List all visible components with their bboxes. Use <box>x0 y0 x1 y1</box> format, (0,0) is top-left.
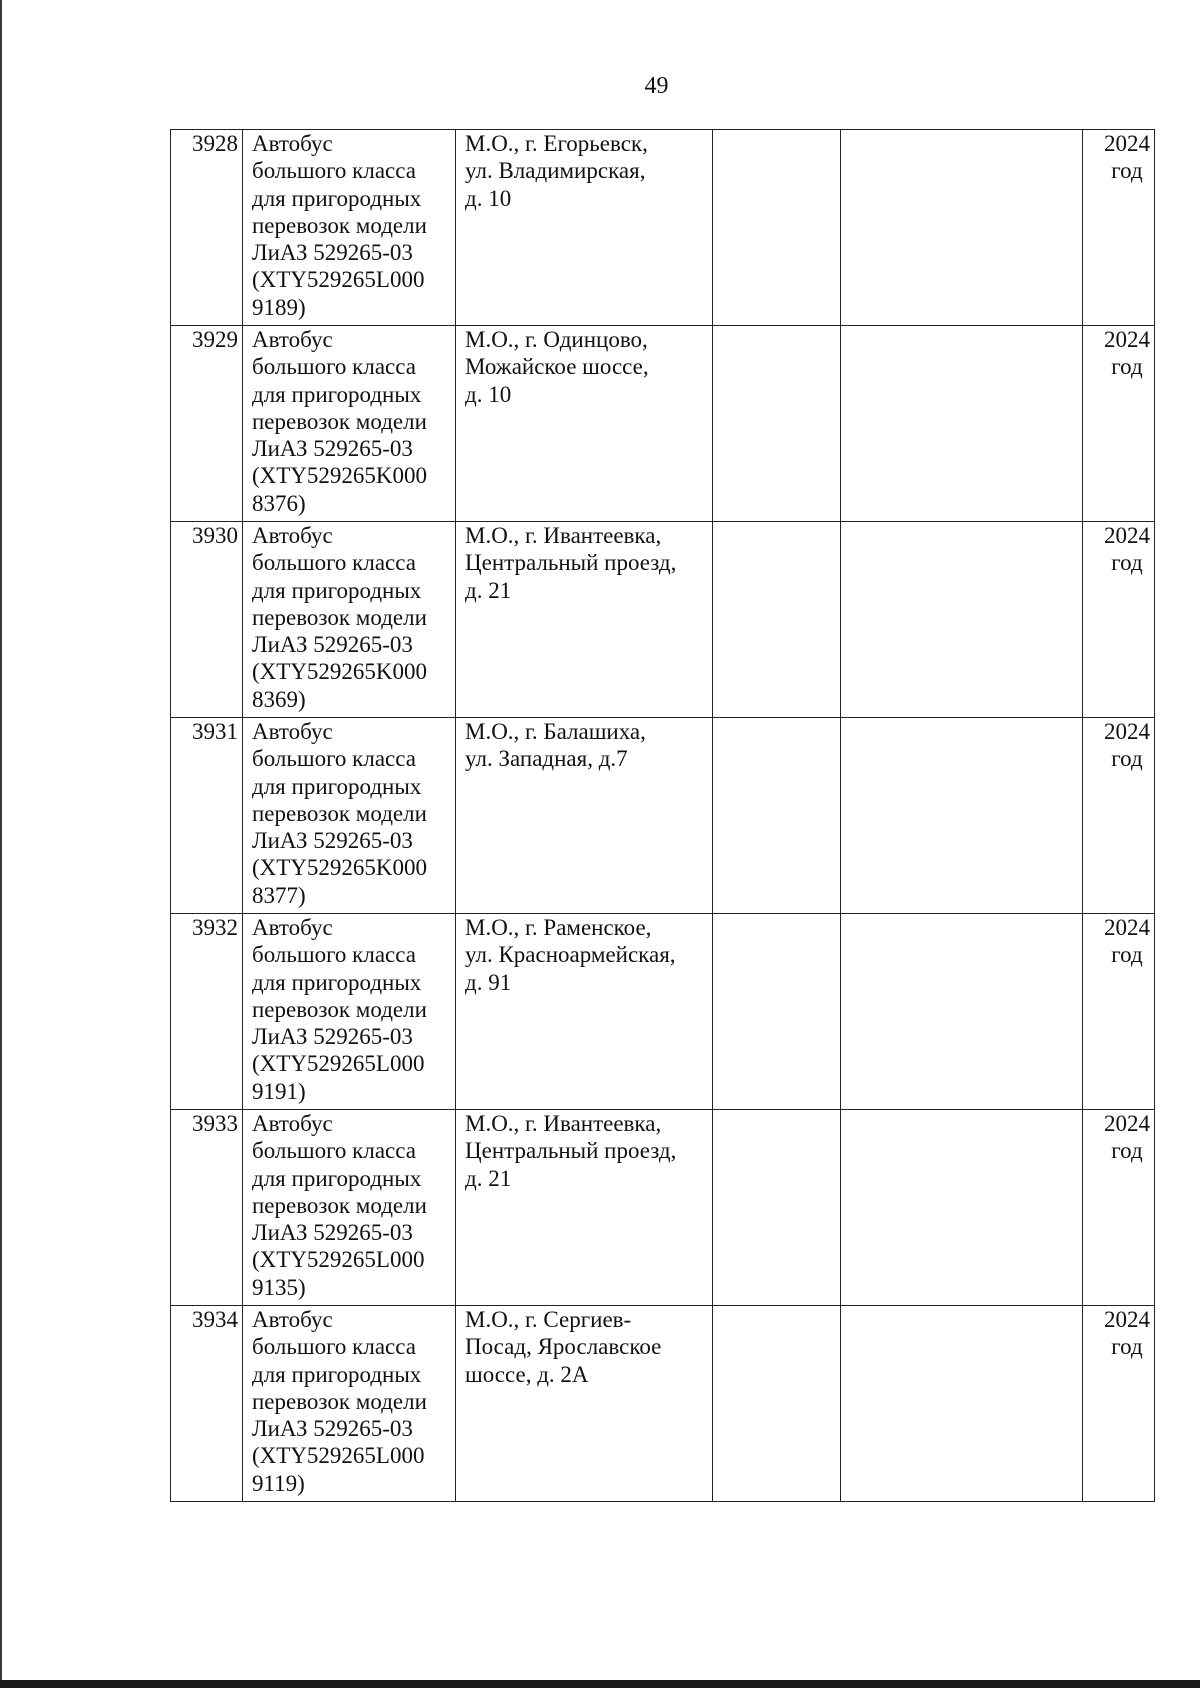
vehicle-description <box>243 130 456 326</box>
address-line: М.О., г. Егорьевск, <box>465 131 648 156</box>
vehicle-description-line: 8377) <box>252 882 306 908</box>
year <box>1083 718 1155 914</box>
address-line: Центральный проезд, <box>465 550 677 576</box>
year-line: год <box>1111 1138 1143 1164</box>
vehicle-description-line: (XTY529265K000 <box>252 463 428 489</box>
vehicle-description-line: для пригородных <box>252 381 422 407</box>
vehicle-description-line: ЛиАЗ 529265-03 <box>252 1024 413 1050</box>
table-row <box>171 1110 1155 1306</box>
year-box <box>1104 1306 1150 1361</box>
address <box>456 130 713 326</box>
year <box>1083 1306 1155 1502</box>
empty-cell-col5 <box>841 1110 1083 1306</box>
year-line: 2024 <box>1104 131 1150 156</box>
vehicle-description-line: ЛиАЗ 529265-03 <box>252 240 413 266</box>
address <box>456 914 713 1110</box>
address-line: ул. Красноармейская, <box>465 942 676 968</box>
vehicle-description-line: 9135) <box>252 1274 306 1300</box>
vehicle-description-line: для пригородных <box>252 185 422 211</box>
year-box <box>1104 326 1150 381</box>
year-line: 2024 <box>1104 1307 1150 1332</box>
vehicle-description-line: 9189) <box>252 294 306 320</box>
vehicle-description-line: (XTY529265L000 <box>252 1247 425 1273</box>
year-line: год <box>1111 746 1143 772</box>
address-line: М.О., г. Балашиха, <box>465 719 646 744</box>
vehicle-description-line: ЛиАЗ 529265-03 <box>252 632 413 658</box>
vehicle-description-line: большого класса <box>252 746 416 772</box>
year <box>1083 522 1155 718</box>
empty-cell-col4 <box>713 914 841 1110</box>
vehicle-description-line: большого класса <box>252 1334 416 1360</box>
row-number: 3930 <box>171 522 243 718</box>
scan-bottom-edge <box>0 1680 1200 1688</box>
vehicle-description <box>243 326 456 522</box>
year <box>1083 1110 1155 1306</box>
address-line: ул. Владимирская, <box>465 158 646 184</box>
year-line: 2024 <box>1104 1111 1150 1136</box>
address-line: д. 21 <box>465 1165 512 1191</box>
table-row <box>171 914 1155 1110</box>
address-line: М.О., г. Сергиев- <box>465 1307 632 1332</box>
vehicle-description-line: большого класса <box>252 942 416 968</box>
vehicle-description-line: Автобус <box>252 719 333 744</box>
year-box <box>1104 1110 1150 1165</box>
year <box>1083 130 1155 326</box>
vehicle-description-line: перевозок модели <box>252 408 427 434</box>
row-number: 3932 <box>171 914 243 1110</box>
address-line: ул. Западная, д.7 <box>465 746 628 772</box>
registry-table <box>170 129 1155 1502</box>
vehicle-description-line: для пригородных <box>252 1361 422 1387</box>
vehicle-description <box>243 1306 456 1502</box>
year-box <box>1104 522 1150 577</box>
vehicle-description-line: перевозок модели <box>252 1388 427 1414</box>
vehicle-description <box>243 522 456 718</box>
empty-cell-col4 <box>713 718 841 914</box>
year-box <box>1104 130 1150 185</box>
address-line: д. 10 <box>465 381 512 407</box>
table-row <box>171 522 1155 718</box>
year-line: год <box>1111 1334 1143 1360</box>
year-line: 2024 <box>1104 719 1150 744</box>
vehicle-description-line: большого класса <box>252 354 416 380</box>
table-row <box>171 326 1155 522</box>
empty-cell-col5 <box>841 914 1083 1110</box>
vehicle-description-line: 9191) <box>252 1078 306 1104</box>
year-line: 2024 <box>1104 915 1150 940</box>
vehicle-description-line: большого класса <box>252 550 416 576</box>
address-line: д. 91 <box>465 969 512 995</box>
vehicle-description-line: для пригородных <box>252 1165 422 1191</box>
empty-cell-col5 <box>841 522 1083 718</box>
vehicle-description <box>243 1110 456 1306</box>
year-box <box>1104 914 1150 969</box>
vehicle-description-line: перевозок модели <box>252 1192 427 1218</box>
row-number: 3931 <box>171 718 243 914</box>
address-line: М.О., г. Раменское, <box>465 915 652 940</box>
year-line: год <box>1111 354 1143 380</box>
year-line: год <box>1111 550 1143 576</box>
vehicle-description-line: (XTY529265L000 <box>252 1443 425 1469</box>
empty-cell-col4 <box>713 1110 841 1306</box>
address-line: М.О., г. Ивантеевка, <box>465 1111 662 1136</box>
address <box>456 718 713 914</box>
vehicle-description-line: Автобус <box>252 523 333 548</box>
vehicle-description-line: перевозок модели <box>252 212 427 238</box>
vehicle-description-line: Автобус <box>252 327 333 352</box>
vehicle-description-line: 8369) <box>252 686 306 712</box>
vehicle-description-line: большого класса <box>252 158 416 184</box>
vehicle-description-line: (XTY529265L000 <box>252 1051 425 1077</box>
address-line: д. 10 <box>465 185 512 211</box>
year-box <box>1104 718 1150 773</box>
row-number: 3933 <box>171 1110 243 1306</box>
vehicle-description-line: 8376) <box>252 490 306 516</box>
empty-cell-col5 <box>841 1306 1083 1502</box>
address <box>456 1110 713 1306</box>
vehicle-description-line: ЛиАЗ 529265-03 <box>252 1416 413 1442</box>
address <box>456 522 713 718</box>
vehicle-description-line: перевозок модели <box>252 996 427 1022</box>
row-number: 3934 <box>171 1306 243 1502</box>
year-line: 2024 <box>1104 327 1150 352</box>
address-line: М.О., г. Ивантеевка, <box>465 523 662 548</box>
empty-cell-col5 <box>841 130 1083 326</box>
year-line: год <box>1111 942 1143 968</box>
vehicle-description-line: перевозок модели <box>252 800 427 826</box>
page-number: 49 <box>644 73 669 99</box>
empty-cell-col4 <box>713 130 841 326</box>
address-line: д. 21 <box>465 577 512 603</box>
address <box>456 326 713 522</box>
address <box>456 1306 713 1502</box>
row-number: 3928 <box>171 130 243 326</box>
vehicle-description-line: большого класса <box>252 1138 416 1164</box>
vehicle-description-line: Автобус <box>252 915 333 940</box>
address-line: М.О., г. Одинцово, <box>465 327 648 352</box>
empty-cell-col4 <box>713 326 841 522</box>
vehicle-description-line: Автобус <box>252 1307 333 1332</box>
registry-table-body <box>171 130 1155 1502</box>
year-line: год <box>1111 158 1143 184</box>
address-line: Можайское шоссе, <box>465 354 649 380</box>
vehicle-description-line: ЛиАЗ 529265-03 <box>252 1220 413 1246</box>
empty-cell-col5 <box>841 718 1083 914</box>
empty-cell-col5 <box>841 326 1083 522</box>
empty-cell-col4 <box>713 522 841 718</box>
row-number: 3929 <box>171 326 243 522</box>
year <box>1083 326 1155 522</box>
scan-left-edge <box>0 0 2 1688</box>
address-line: шоссе, д. 2А <box>465 1361 589 1387</box>
vehicle-description-line: 9119) <box>252 1470 305 1496</box>
table-row <box>171 1306 1155 1502</box>
table-row <box>171 130 1155 326</box>
vehicle-description-line: для пригородных <box>252 773 422 799</box>
year-line: 2024 <box>1104 523 1150 548</box>
vehicle-description-line: (XTY529265L000 <box>252 267 425 293</box>
address-line: Посад, Ярославское <box>465 1334 662 1360</box>
address-line: Центральный проезд, <box>465 1138 677 1164</box>
vehicle-description-line: (XTY529265K000 <box>252 659 428 685</box>
vehicle-description-line: для пригородных <box>252 577 422 603</box>
year <box>1083 914 1155 1110</box>
vehicle-description-line: (XTY529265K000 <box>252 855 428 881</box>
vehicle-description-line: Автобус <box>252 131 333 156</box>
vehicle-description <box>243 718 456 914</box>
vehicle-description-line: Автобус <box>252 1111 333 1136</box>
vehicle-description-line: перевозок модели <box>252 604 427 630</box>
table-row <box>171 718 1155 914</box>
empty-cell-col4 <box>713 1306 841 1502</box>
vehicle-description-line: ЛиАЗ 529265-03 <box>252 828 413 854</box>
vehicle-description-line: для пригородных <box>252 969 422 995</box>
vehicle-description-line: ЛиАЗ 529265-03 <box>252 436 413 462</box>
vehicle-description <box>243 914 456 1110</box>
